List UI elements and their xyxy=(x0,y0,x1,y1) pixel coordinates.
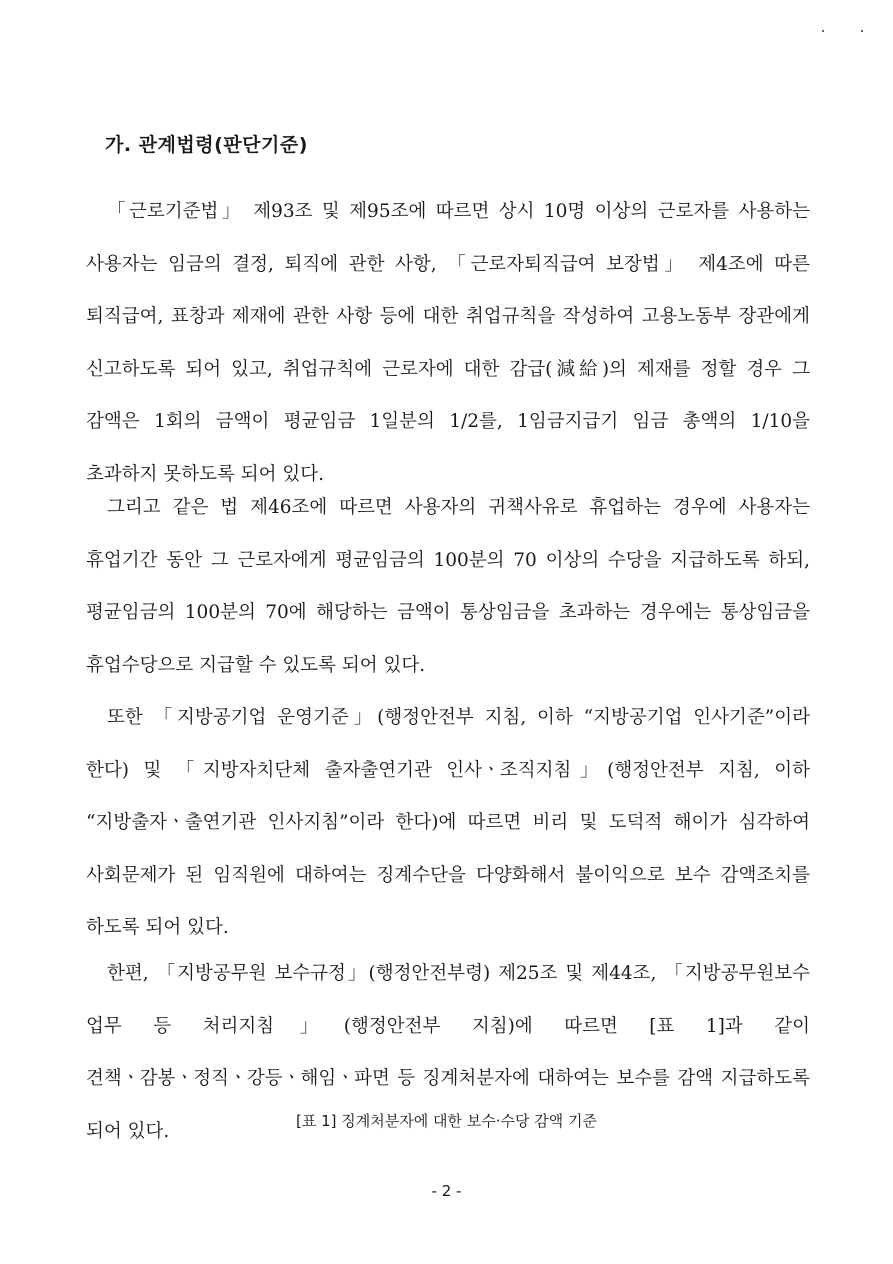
scan-speck xyxy=(861,30,863,32)
table-caption: [표 1] 징계처분자에 대한 보수·수당 감액 기준 xyxy=(296,1112,597,1130)
paragraph-labor-standards-act: 「근로기준법」 제93조 및 제95조에 따르면 상시 10명 이상의 근로자를 사용하는 사용자는 임금의 결정, 퇴직에 관한 사항, 「근로자퇴직급여 보장법」 제4조에 따른 퇴직급여, 표창과 제재에 관한 사항 등에 대한 취업규칙을 작성하여 고용노동부 장관에게 신고하도록 되어 있고, 취업규칙에 근로자에 대한 감급(減給)의 제재를 정할 경우 그 감액은 1회의 금액이 평균임금 1일분의 1/2를, 1임금지급기 임금 총액의 1/10을 초과하지 못하도록 되어 있다. xyxy=(86,201,810,485)
scan-speck xyxy=(822,30,824,32)
page-number: - 2 - xyxy=(431,1182,462,1200)
paragraph-local-enterprise-standards: 또한 「지방공기업 운영기준」(행정안전부 지침, 이하 “지방공기업 인사기준”이라 한다) 및 「지방자치단체 출자출연기관 인사ㆍ조직지침」(행정안전부 지침, 이하 “지방출자ㆍ출연기관 인사지침”이라 한다)에 따르면 비리 및 도덕적 해이가 심각하여 사회문제가 된 임직원에 대하여는 징계수단을 다양화해서 불이익으로 보수 감액조치를 하도록 되어 있다. xyxy=(86,707,810,938)
section-heading: 가. 관계법령(판단기준) xyxy=(105,134,308,156)
paragraph-public-official-pay: 한편, 「지방공무원 보수규정」(행정안전부령) 제25조 및 제44조, 「지방공무원보수 업무 등 처리지침」(행정안전부 지침)에 따르면 [표 1]과 같이 견책ㆍ감봉ㆍ정직ㆍ강등ㆍ해임ㆍ파면 등 징계처분자에 대하여는 보수를 감액 지급하도록 되어 있다. xyxy=(86,963,810,1142)
paragraph-shutdown-allowance: 그리고 같은 법 제46조에 따르면 사용자의 귀책사유로 휴업하는 경우에 사용자는 휴업기간 동안 그 근로자에게 평균임금의 100분의 70 이상의 수당을 지급하도록 하되, 평균임금의 100분의 70에 해당하는 금액이 통상임금을 초과하는 경우에는 통상임금을 휴업수당으로 지급할 수 있도록 되어 있다. xyxy=(86,497,810,676)
